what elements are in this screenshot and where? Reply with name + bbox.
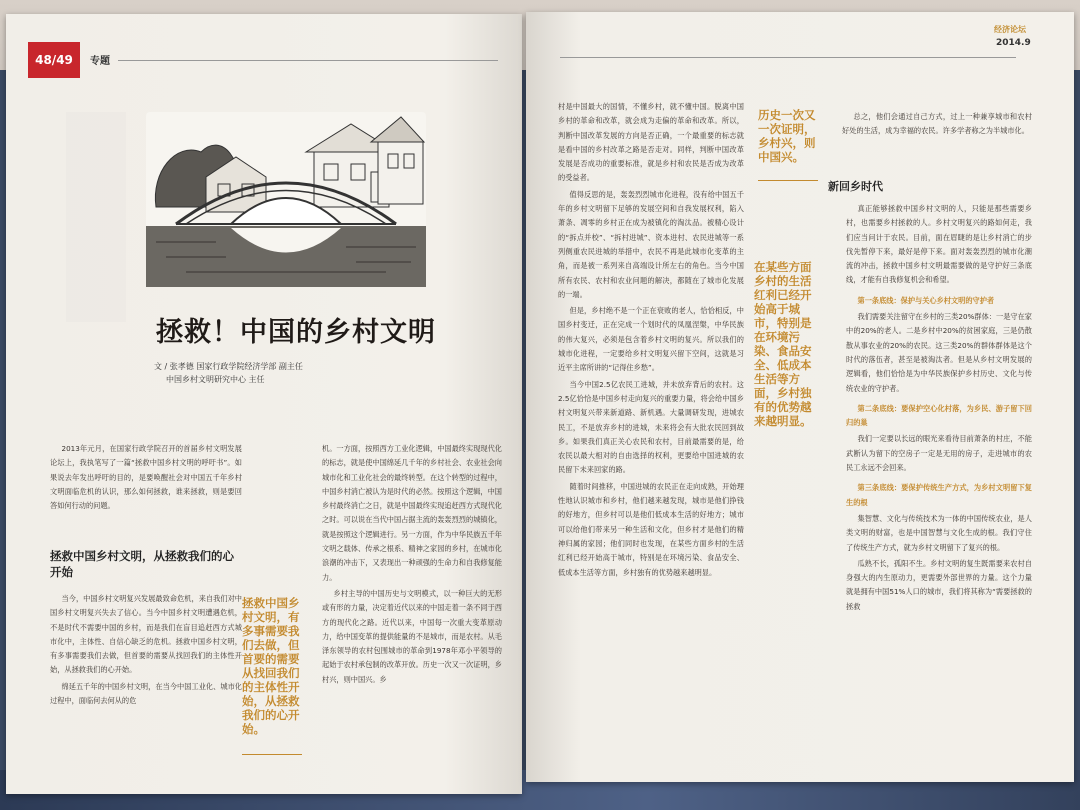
page-number-badge: 48/49 <box>28 42 80 78</box>
byline <box>154 360 303 386</box>
header-rule <box>560 57 1016 58</box>
paragraph: 2013年元月，在国家行政学院召开的首届乡村文明发展论坛上，我执笔写了一篇“拯救中国乡村文明的呼吁书”。如果说去年发出呼吁的目的，是要唤醒社会对中国五千年乡村文明面临危机的认识，那么如何拯救，谁来拯救，则是要回答如何行动的问题。 <box>50 444 242 511</box>
section-subhead: 新回乡时代 <box>828 180 883 193</box>
section-subhead: 拯救中国乡村文明，从拯救我们的心开始 <box>50 549 234 579</box>
paragraph: 我们需要关注留守在乡村的三类20%群体：一是守在家中的20%的老人。二是乡村中20%的贫困家庭，三是仍散散从事农业的20%的农民。这三类20%的群体群体是这个时代的落伍者，甚至是被淘汰者。但是从乡村文明发展的逻辑看，他们恰恰是为中华民族保护乡村历史、文化与传统农业的守护者。 <box>846 312 1032 393</box>
pull-quote-right-1: 历史一次又一次证明，乡村兴，则中国兴。 <box>758 108 816 164</box>
water-town-illustration <box>146 112 426 287</box>
paragraph: 当今，中国乡村文明复兴发展最致命危机，来自我们对中国乡村文明复兴失去了信心。当今中国乡村文明遭遇危机，不是时代不需要中国的乡村，而是我们在盲目追赶西方式城市化中，主体性、自信心缺乏的危机。拯救中国乡村文明，有多事需要我们去做，但首要的需要从找回我们的主体性开始，从拯救我们的心开始。 <box>50 594 242 675</box>
magazine-right-page <box>526 12 1074 782</box>
left-column-1-intro <box>50 442 242 515</box>
header-rule <box>118 60 498 61</box>
byline-line-2: 中国乡村文明研究中心 主任 <box>166 375 265 384</box>
paragraph: 但是，乡村绝不是一个正在衰败的老人，恰恰相反，中国乡村变迁，正在完成一个划时代的凤凰涅槃，中华民族的伟大复兴，必须是包含着乡村文明的复兴。所以我们的城市化进程，一定要给乡村文明复兴留下空间，这就是习近平主席所讲的“记得住乡愁”。 <box>558 306 744 373</box>
bottom-line-2-head: 第二条底线：要保护空心化村落，为乡民、游子留下回归的巢 <box>846 403 1032 428</box>
pull-quote-rule <box>758 180 818 181</box>
issue-date: 2014.9 <box>996 38 1031 48</box>
bottom-line-3-head: 第三条底线：要保护传统生产方式，为乡村文明留下复生的根 <box>846 483 1032 507</box>
faint-show-through <box>66 112 126 322</box>
right-column-3-body <box>846 202 1032 772</box>
paragraph: 值得反思的是，轰轰烈烈城市化进程，没有给中国五千年的乡村文明留下足够的发展空间和自我发展权利，陷入萧条、凋零的乡村正在成为被镇化的淘汰品。被精心设计的“拆点并校”、“拆村进城”、资本进村、农民进城等一系列侧重农民进城的举措中，农民不再是此城市化变革的主角，而是被一系列来自高端设计所左右的角色。当今中国所有农民、农村和农业问题的解决，都随在了城市化发展的一端。 <box>558 189 744 299</box>
byline-line-1: 文 / 张孝德 国家行政学院经济学部 副主任 <box>154 362 303 371</box>
left-column-1-body <box>50 592 242 777</box>
paragraph: 随着时间推移，中国进城的农民正在走向成熟，开始理性地认识城市和乡村，他们越来越发现，城市是他们挣钱的好地方，但乡村可以是他们低成本生活的好地方；城市可以给他们带来另一种生活和文化，但乡村才是他们的精神归属的家园；他们同时也发现，在某些方面乡村的生活红利已经开始高于城市，特别是在环境污染、食品安全、低成本生活等方面，乡村独有的优势越来越明显。 <box>558 481 744 577</box>
paragraph: 瓜熟不长，孤阳不生。乡村文明的复生既需要来农村自身强大的内生原动力，更需要外部世界的力量。这个力量就是拥有中国51%人口的城市，我们将其称为“需要拯救的拯救 <box>846 558 1032 611</box>
magazine-left-page <box>6 14 522 794</box>
paragraph: 总之，他们会通过自己方式，过上一种兼享城市和农村好处的生活，成为幸福的农民。许多学者称之为半城市化。 <box>842 112 1032 136</box>
water-town-sketch <box>146 112 426 287</box>
paragraph: 机。一方面，按照西方工业化逻辑，中国最终实现现代化的标志，就是使中国绵延几千年的乡村社会、农业社会向城市化和工业化社会的最终转型。在这个转型的过程中，中国乡村消亡被认为是时代的必然。按照这个逻辑，中国乡村最终消亡之日，就是中国最终实现追赶西方式现代化之时。可以说在当代中国占据主流的轰轰烈烈的城镇化，就是按照这个逻辑进行。另一方面，作为中华民族五千年文明之载体、传承之根系、精神之家园的乡村，在城市化浪潮的冲击下，又表现出一种顽强的生命力和自我修复能力。 <box>322 444 502 582</box>
paragraph: 集智慧、文化与传统技术为一体的中国传统农业，是人类文明的财富，也是中国智慧与文化生成的根。我们守住了传统生产方式，就为乡村文明留下了复兴的根。 <box>846 513 1032 552</box>
pull-quote-rule <box>242 754 302 755</box>
paragraph: 绵延五千年的中国乡村文明，在当今中国工业化、城市化过程中，面临何去何从的危 <box>50 681 242 706</box>
right-column-1-body <box>558 100 744 760</box>
paragraph: 村是中国最大的国情，不懂乡村，就不懂中国。脱离中国乡村的革命和改革，就会成为走偏的革命和改革。所以，判断中国改革发展的方向是否正确，一个最重要的标志就是看中国的乡村改革之路是否走对。同样，判断中国改革发展是否成功的重要标准，就是乡村和农民是否成为改革的受益者。 <box>558 102 744 183</box>
bottom-line-1-head: 第一条底线：保护与关心乡村文明的守护者 <box>857 295 995 305</box>
paragraph: 当今中国2.5亿农民工进城，并未放弃背后的农村。这2.5亿恰恰是中国乡村走向复兴的重要力量，将会给中国乡村文明复兴带来新道路、新机遇。大量调研发现，进城农民工，不是放弃乡村的进城，未来将会有大批农民回到故乡。如果我们真正关心农民和农村，目前最需要的是，给农民以最大相对的自由选择的权利，更要给中国进城的农民留下未来回家的路。 <box>558 379 744 475</box>
magazine-title: 经济论坛 <box>994 25 1026 34</box>
paragraph: 乡村主导的中国历史与文明模式，以一种巨大的无形或有形的力量，决定着近代以来的中国走着一条不同于西方的现代化之路。近代以来，中国每一次重大变革原动力，给中国变革的提供能量的不是城市，而是农村。从毛泽东领导的农村包围城市的革命到1978年邓小平领导的起始于农村承包制的改革开放。历史一次又一次证明，乡村兴，则中国兴。乡 <box>322 588 502 684</box>
pull-quote-left: 拯救中国乡村文明，有多事需要我们去做，但首要的需要从找回我们的主体性开始，从拯救我们的心开始。 <box>242 596 300 736</box>
section-label: 专题 <box>90 56 110 67</box>
article-title: 拯救！中国的乡村文明 <box>156 317 436 348</box>
paragraph: 真正能够拯救中国乡村文明的人，只能是那些需要乡村，也需要乡村拯救的人。乡村文明复兴的路如何走，我们应当问计于农民。目前，面在眉睫的是让乡村消亡的步伐先暂停下来，最好是停下来。面对轰轰烈烈的城市化潮流的冲击，拯救中国乡村文明最需要做的是守护好三条底线，才能有自我修复机会和希望。 <box>846 204 1032 285</box>
paragraph: 我们一定要以长远的眼光来看待目前萧条的村庄，不能武断认为留下的空房子一定是无用的房子，走进城市的农民工永远不会回来。 <box>846 434 1032 473</box>
left-column-2-body <box>322 442 502 784</box>
right-column-3-intro <box>842 110 1032 141</box>
pull-quote-right-2: 在某些方面乡村的生活红利已经开始高于城市，特别是在环境污染、食品安全、低成本生活等方面，乡村独有的优势越来越明显。 <box>754 260 812 428</box>
